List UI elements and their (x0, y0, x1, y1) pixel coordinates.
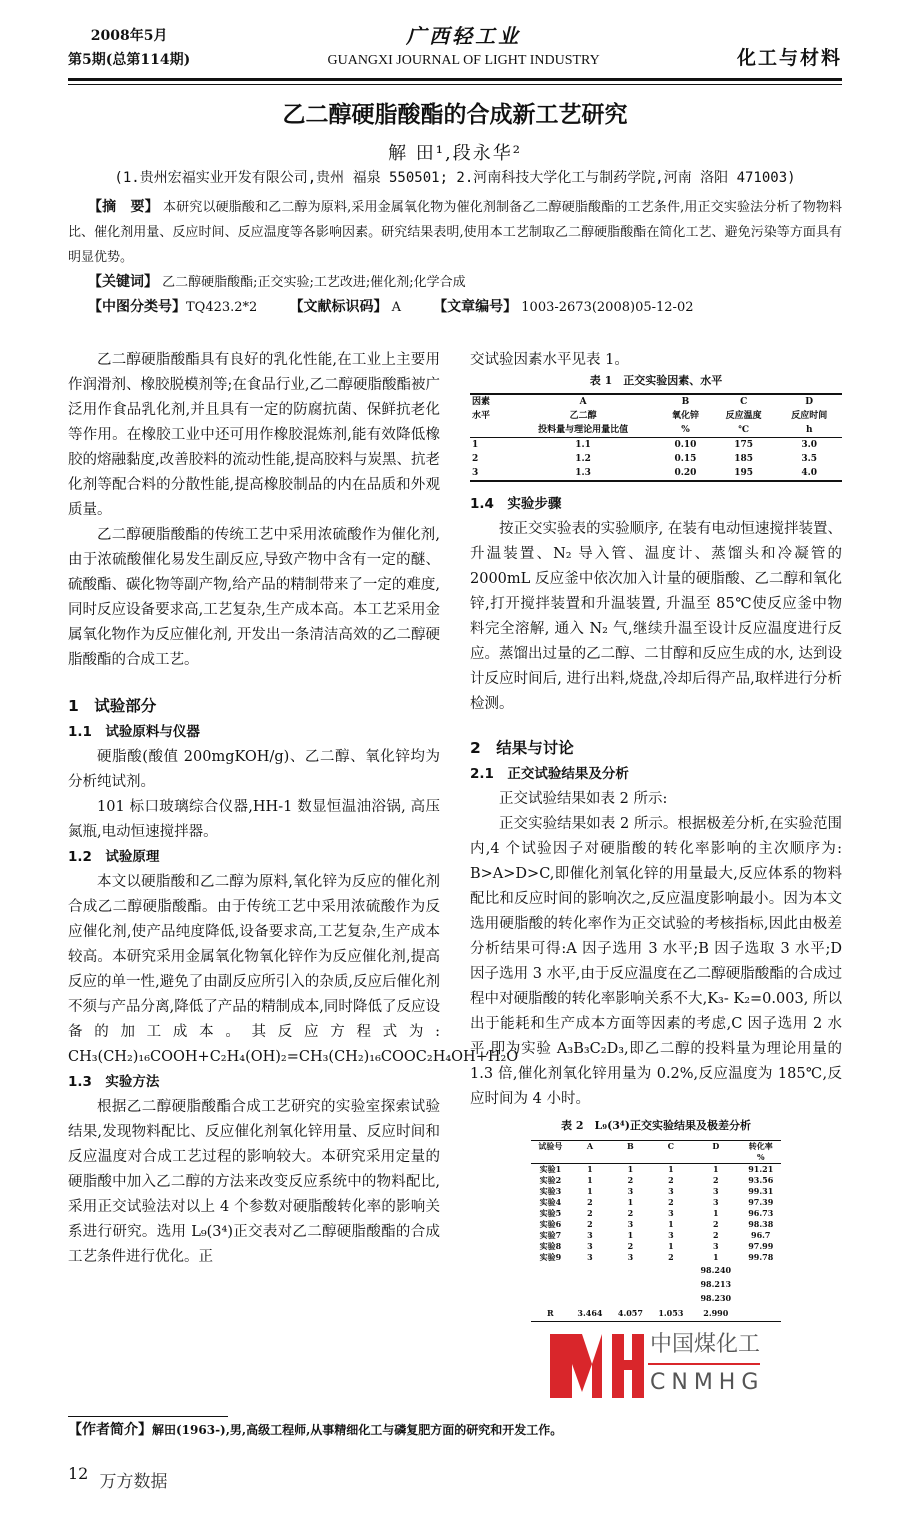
table-1-body (470, 438, 842, 482)
watermark-rule (648, 1363, 760, 1365)
table-2-row (531, 1219, 781, 1230)
table-2-cell: 2 (713, 1219, 719, 1229)
watermark-logo (546, 1330, 766, 1402)
col-unit-d: h (805, 425, 813, 435)
table-1-row (470, 452, 842, 466)
col-unit-c: ℃ (738, 425, 750, 435)
table-1-cell: 0.15 (674, 454, 697, 464)
table-2-cell: 96.7 (751, 1230, 771, 1240)
footer (68, 1416, 842, 1494)
table-2-cell: 2 (668, 1252, 674, 1262)
doc-code-label: 【文献标识码】 (289, 299, 388, 315)
materials-paragraph: 硬脂酸(酸值 200mgKOH/g)、乙二醇、氧化锌均为分析纯试剂。 (68, 749, 440, 790)
r-label: R (547, 1308, 554, 1318)
instruments-paragraph: 101 标口玻璃综合仪器,HH-1 数显恒温油浴锅, 高压氮瓶,电动恒速搅拌器。 (68, 799, 440, 840)
table-2-cell: 实验6 (539, 1219, 562, 1229)
table-2-cell: 3 (668, 1186, 674, 1196)
t2-header-rate: 转化率 % (748, 1141, 773, 1162)
r-value-a: 3.464 (577, 1308, 603, 1318)
table-1-cell: 175 (734, 440, 754, 450)
keywords-text: 乙二醇硬脂酸酯;正交实验;工艺改进;催化剂;化学合成 (162, 275, 466, 290)
table-2-cell: 93.56 (748, 1175, 774, 1185)
table-2-cell: 3 (713, 1241, 719, 1251)
col-name-a: 乙二醇 (569, 411, 597, 421)
table-1-caption: 表 1 正交实验因素、水平 (589, 374, 723, 387)
table-2-cell: 99.31 (748, 1186, 774, 1196)
table-2-cell: 3 (627, 1186, 634, 1196)
table-2-cell: 2 (713, 1230, 719, 1240)
table-2-cell: 1 (668, 1241, 674, 1251)
table-1-cell: 4.0 (801, 468, 818, 478)
table-2-cell: 1 (627, 1164, 634, 1174)
table-2-cell: 实验9 (539, 1252, 562, 1262)
abstract (68, 195, 842, 320)
table-2-cell: 97.99 (748, 1241, 774, 1251)
clc-value: TQ423.2*2 (186, 300, 258, 315)
principle-paragraph: 本文以硬脂酸和乙二醇为原料,氧化锌为反应的催化剂合成乙二醇硬脂酸酯。由于传统工艺中采用浓硫酸作为反应催化剂,使产品纯度降低,设备要求高,工艺复杂,生产成本较高。本研究采用金属氧化物氧化锌作为反应催化剂,提高反应的单一性,避免了由副反应所引入的杂质,反应后催化剂不须与产品分离,降低了产品的精制成本,同时降低了反应设备的加工成本。其反应方程式为: CH₃(CH₂)₁₆COOH+C₂H₄(OH)₂=CH₃(CH₂)₁₆COOC₂H₄OH+H₂O (68, 874, 519, 1065)
table-2-cell: 3 (587, 1230, 593, 1240)
results-intro: 正交试验结果如表 2 所示: (499, 791, 668, 807)
doc-code-value: A (391, 300, 401, 315)
keywords-label: 【关键词】 (88, 274, 158, 290)
intro-paragraph-1: 乙二醇硬脂酸酯具有良好的乳化性能,在工业上主要用作润滑剂、橡胶脱模剂等;在食品行业,乙二醇硬脂酸酯被广泛用作食品乳化剂,并且具有一定的防腐抗菌、保鲜抗老化等作用。在橡胶工业中还可用作橡胶混炼剂,能有效降低橡胶的熔融黏度,改善胶料的流动性能,提高胶料与炭黑、抗老化剂等配合料的分散性能,提高橡胶制品的内在品质和外观质量。 (68, 352, 440, 518)
col-header-d: D (805, 397, 814, 407)
table-2-cell: 96.73 (748, 1208, 774, 1218)
issue-info (68, 24, 190, 72)
section-heading-2: 2 结果与讨论 (470, 739, 574, 757)
table-1-cell: 1.3 (575, 468, 591, 478)
table-2-cell: 3 (587, 1252, 593, 1262)
table-1-cell: 0.20 (674, 468, 697, 478)
issue-number: 第5期(总第114期) (68, 52, 191, 68)
header-rule (68, 78, 842, 81)
t2-header-run: 试验号 (538, 1141, 563, 1151)
section-heading-1-4: 1.4 实验步骤 (470, 496, 562, 512)
table-2-cell: 3 (668, 1230, 674, 1240)
footnote-rule (68, 1416, 228, 1417)
table-2-cell: 1 (713, 1208, 719, 1218)
table-2-cell: 2 (668, 1175, 674, 1185)
table-2-cell: 3 (587, 1241, 593, 1251)
issue-date: 2008年5月 (90, 28, 168, 44)
t2-header-d: D (712, 1141, 720, 1151)
section-heading-1-1: 1.1 试验原料与仪器 (68, 724, 200, 740)
table-2-cell: 1 (668, 1219, 674, 1229)
keywords (88, 270, 842, 295)
table-1-cell: 185 (734, 454, 754, 464)
abstract-text: 本研究以硬脂酸和乙二醇为原料,采用金属氧化物为催化剂制备乙二醇硬脂酸酯的工艺条件,用正交实验法分析了物物料比、催化剂用量、反应时间、反应温度等各影响因素。研究结果表明,使用本工艺制取乙二醇硬脂酸酯在简化工艺、避免污染等方面具有明显优势。 (68, 200, 843, 265)
table-2-cell: 3 (713, 1197, 719, 1207)
col-header-b: B (681, 397, 690, 407)
table-1-cell: 195 (734, 468, 754, 478)
table-2-cell: 实验8 (539, 1241, 562, 1251)
table-2-cell: 2 (587, 1219, 593, 1229)
page-number: 12 (68, 1464, 89, 1483)
t2-header-c: C (667, 1141, 675, 1151)
table-2-cell: 1 (587, 1175, 593, 1185)
table-2-cell: 实验4 (539, 1197, 562, 1207)
section-heading-1-2: 1.2 试验原理 (68, 849, 160, 865)
table-2-row (531, 1197, 781, 1208)
table-2-caption: 表 2 L₉(3⁴)正交实验结果及极差分析 (561, 1119, 751, 1132)
k1-value: 98.240 (700, 1265, 732, 1275)
journal-name-cn: 广西轻工业 (406, 24, 522, 48)
table-2-row (531, 1208, 781, 1219)
procedure-paragraph: 按正交实验表的实验顺序, 在装有电动恒速搅拌装置、升温装置、N₂ 导入管、温度计、蒸馏头和冷凝管的 2000mL 反应釜中依次加入计量的硬脂酸、乙二醇和氧化锌,打开搅拌装置和升温装置, 升温至 85℃使反应釜中物料完全溶解, 通入 N₂ 气,继续升温至设计反应温度进行反应。蒸馏出过量的乙二醇、二甘醇和反应生成的水, 达到设计反应时间后, 进行出料,烧盘,冷却后得产品,取样进行分析检测。 (470, 521, 842, 712)
table-2-cell: 实验2 (539, 1175, 562, 1185)
abstract-label: 【摘 要】 (88, 199, 159, 215)
table-2-cell: 1 (713, 1252, 719, 1262)
table-2-cell: 2 (627, 1175, 634, 1185)
table-2-cell: 2 (587, 1197, 593, 1207)
header-rule-thin (68, 84, 842, 85)
article-no-value: 1003-2673(2008)05-12-02 (521, 300, 694, 315)
table-2-row (531, 1175, 781, 1186)
table-1-cell: 3.0 (801, 440, 818, 450)
table-2-cell: 1 (587, 1186, 593, 1196)
results-paragraph: 正交实验结果如表 2 所示。根据极差分析,在实验范围内,4 个试验因子对硬脂酸的转化率影响的主次顺序为: B>A>D>C,即催化剂氧化锌的用量最大,反应体系的物料配比和反应时间的影响次之,反应温度影响最小。因为本文选用硬脂酸的转化率作为正交试验的考核指标,因此由极差分析结果可得:A 因子选用 3 水平;B 因子选取 3 水平;D 因子选用 3 水平,由于反应温度在乙二醇硬脂酸酯的合成过程中对硬脂酸的转化率影响关系不大,K₃- K₂=0.003, 所以出于能耗和生产成本方面等因素的考虑,C 因子选用 2 水平,即为实验 A₃B₃C₂D₃,即乙二醇的投料量为理论用量的 1.3 倍,催化剂氧化锌用量为 0.2%,反应温度为 185℃,反应时间为 4 小时。 (470, 816, 842, 1107)
table-1-cell: 3.5 (801, 454, 818, 464)
intro-paragraph-2: 乙二醇硬脂酸酯的传统工艺中采用浓硫酸作为催化剂,由于浓硫酸催化易发生副反应,导致产物中含有一定的醚、硫酸酯、碳化物等副产物,给产品的精制带来了一定的难度,同时反应设备要求高,工艺复杂,生产成本高。本工艺采用金属氧化物作为反应催化剂, 开发出一条清洁高效的乙二醇硬脂酸酯的合成工艺。 (68, 527, 440, 668)
table-2-cell: 1 (713, 1164, 719, 1174)
t2-header-a: A (586, 1141, 594, 1151)
table1-intro: 交试验因素水平见表 1。 (470, 352, 629, 368)
k2-value: 98.213 (700, 1279, 732, 1289)
source-mark: 万方数据 (99, 1472, 168, 1492)
table-1-cell: 1 (472, 440, 479, 450)
article-title: 乙二醇硬脂酸酯的合成新工艺研究 (282, 102, 628, 128)
table-1-cell: 0.10 (674, 440, 697, 450)
table-2-row (531, 1252, 781, 1263)
r-value-c: 1.053 (658, 1308, 684, 1318)
table-1-cell: 2 (472, 454, 479, 464)
watermark-mh-icon (546, 1330, 646, 1402)
running-header (68, 22, 842, 78)
table-2-cell: 实验7 (539, 1230, 562, 1240)
col-header-a: A (579, 397, 587, 407)
journal-name-en: GUANGXI JOURNAL OF LIGHT INDUSTRY (327, 53, 600, 68)
watermark-en: CNMHG (650, 1370, 765, 1395)
table-2-row (531, 1164, 781, 1176)
table-2-cell: 3 (627, 1252, 634, 1262)
table-2-cell: 91.21 (748, 1164, 774, 1174)
section-heading-2-1: 2.1 正交试验结果及分析 (470, 766, 629, 782)
affiliation: (1.贵州宏福实业开发有限公司,贵州 福泉 550501; 2.河南科技大学化工与制药学院,河南 洛阳 471003) (114, 170, 796, 186)
table-2 (470, 1118, 842, 1322)
table-2-cell: 3 (668, 1208, 674, 1218)
table-2-cell: 2 (713, 1175, 719, 1185)
classification-line (88, 295, 842, 320)
k3-value: 98.230 (700, 1293, 732, 1303)
table-2-cell: 2 (668, 1197, 674, 1207)
table-2-cell: 2 (627, 1208, 634, 1218)
col-name-c: 反应温度 (725, 411, 762, 421)
table-2-cell: 99.78 (748, 1252, 774, 1262)
table-2-cell: 实验1 (539, 1164, 562, 1174)
table-2-cell: 1 (627, 1197, 634, 1207)
table-1-cell: 3 (472, 468, 479, 478)
table-2-cell: 1 (627, 1230, 634, 1240)
table-2-cell: 2 (627, 1241, 634, 1251)
r-value-b: 4.057 (617, 1308, 643, 1318)
col-name-b: 氧化锌 (671, 411, 699, 421)
clc-label: 【中图分类号】 (88, 299, 186, 315)
table-2-cell: 3 (713, 1186, 719, 1196)
col-unit-b: % (681, 425, 690, 435)
method-paragraph: 根据乙二醇硬脂酸酯合成工艺研究的实验室探索试验结果,发现物料配比、反应催化剂氧化锌用量、反应时间和反应温度对合成工艺过程的影响较大。本研究采用定量的硬脂酸中加入乙二醇的方法来改变反应系统中的物料配比,采用正交试验法对以上 4 个参数对硬脂酸转化率的影响关系进行研究。选用 L₉(3⁴)正交表对乙二醇硬脂酸酯的合成工艺条件进行优化。正 (68, 1099, 440, 1265)
bio-text: 解田(1963-),男,高级工程师,从事精细化工与磷复肥方面的研究和开发工作。 (152, 1423, 563, 1437)
col-header-c: C (740, 397, 748, 407)
col-name-d: 反应时间 (791, 411, 828, 421)
table-1-cell: 1.2 (575, 454, 591, 464)
table-2-cell: 3 (627, 1219, 634, 1229)
table-2-cell: 实验3 (539, 1186, 562, 1196)
section-name: 化工与材料 (736, 47, 842, 69)
article-no-label: 【文章编号】 (433, 299, 518, 315)
r-value-d: 2.990 (703, 1308, 729, 1318)
abstract-paragraph (68, 195, 842, 270)
author-bio (68, 1420, 842, 1440)
table-2-cell: 实验5 (539, 1208, 562, 1218)
col-unit-a: 投料量与理论用量比值 (538, 425, 629, 435)
table-1-cell: 1.1 (575, 440, 591, 450)
table-2-cell: 97.39 (748, 1197, 774, 1207)
table-2-row (531, 1241, 781, 1252)
table-1-corner: 因素 水平 (472, 397, 491, 421)
page-bottom (68, 1462, 842, 1494)
table-2-body (531, 1164, 781, 1264)
right-column (470, 348, 842, 1402)
t2-header-b: B (627, 1141, 634, 1151)
table-2-row (531, 1230, 781, 1241)
table-2-row (531, 1186, 781, 1197)
table-1-row (470, 438, 842, 453)
watermark-cn: 中国煤化工 (650, 1332, 761, 1357)
table-2-cell: 1 (587, 1164, 593, 1174)
table-2-cell: 2 (587, 1208, 593, 1218)
section-heading-1: 1 试验部分 (68, 697, 157, 715)
section-heading-1-3: 1.3 实验方法 (68, 1074, 160, 1090)
table-2-cell: 1 (668, 1164, 674, 1174)
table-2-cell: 98.38 (748, 1219, 774, 1229)
table-1-row (470, 466, 842, 481)
bio-label: 【作者简介】 (68, 1422, 152, 1438)
body-columns (68, 348, 842, 1402)
table-1 (470, 373, 842, 482)
journal-name (327, 22, 599, 72)
authors: 解 田¹,段永华² (388, 143, 522, 164)
